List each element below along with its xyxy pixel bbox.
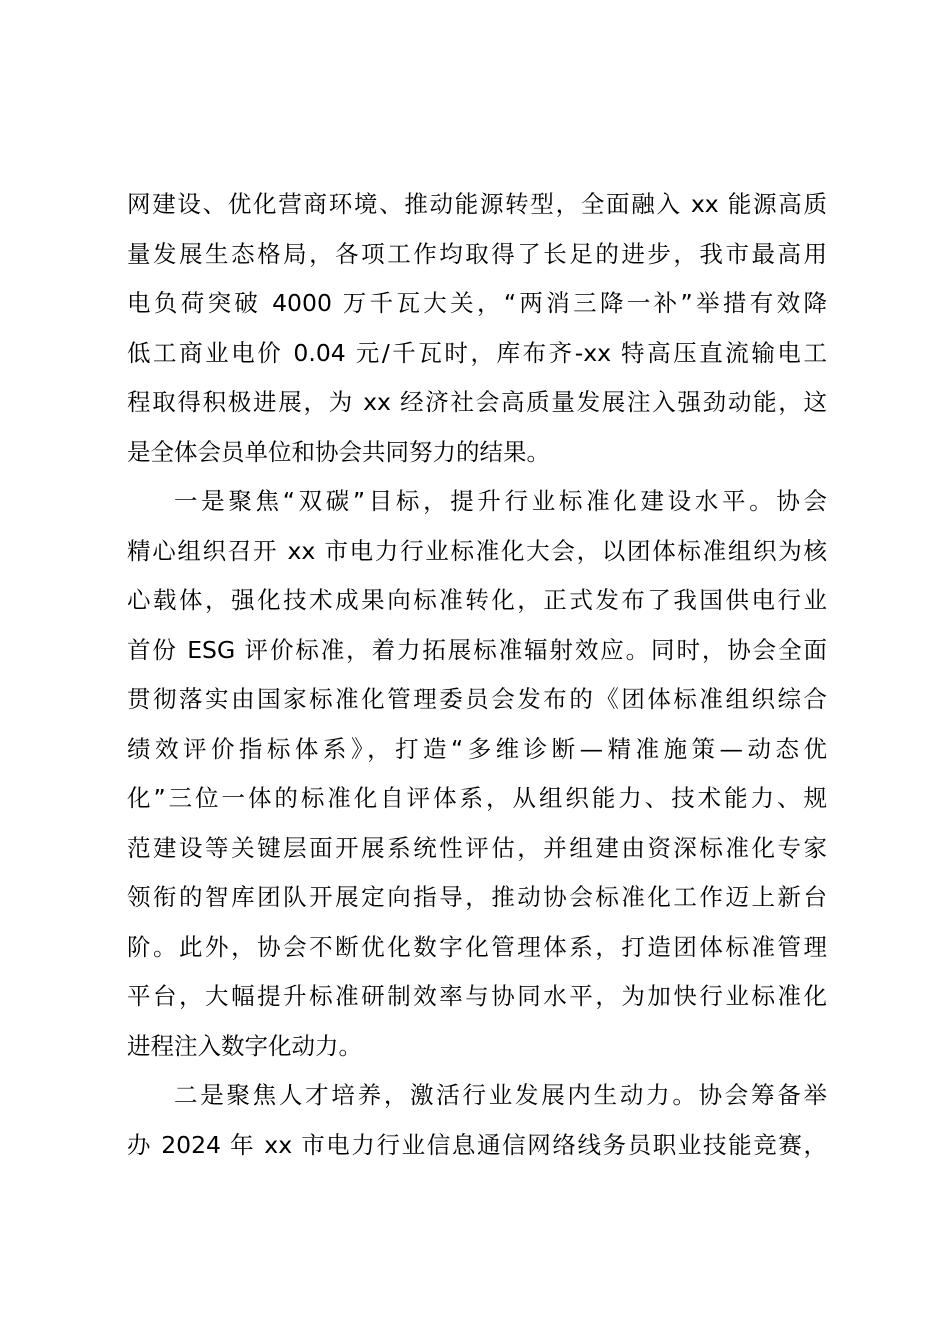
paragraph-talent — [127, 1071, 827, 1170]
text-line: 量发展生态格局，各项工作均取得了长足的进步，我市最高用 — [127, 239, 827, 268]
text-line: 办 2024 年 xx 市电力行业信息通信网络线务员职业技能竞赛， — [127, 1130, 827, 1159]
text-line: 进程注入数字化动力。 — [127, 1031, 362, 1060]
text-line: 贯彻落实由国家标准化管理委员会发布的《团体标准组织综合 — [127, 685, 827, 713]
paragraph-standardization — [127, 477, 827, 1071]
text-line: 化”三位一体的标准化自评体系，从组织能力、技术能力、规 — [127, 784, 827, 812]
text-line: 阶。此外，协会不断优化数字化管理体系，打造团体标准管理 — [127, 932, 827, 961]
paragraph-summary — [127, 180, 827, 477]
text-line: 平台，大幅提升标准研制效率与协同水平，为加快行业标准化 — [127, 982, 827, 1010]
text-line: 领衔的智库团队开展定向指导，推动协会标准化工作迈上新台 — [127, 883, 827, 911]
text-line: 精心组织召开 xx 市电力行业标准化大会，以团体标准组织为核 — [127, 536, 827, 565]
text-line: 二是聚焦人才培养，激活行业发展内生动力。协会筹备举 — [174, 1081, 827, 1109]
text-line: 心载体，强化技术成果向标准转化，正式发布了我国供电行业 — [127, 586, 827, 614]
text-line: 程取得积极进展，为 xx 经济社会高质量发展注入强劲动能，这 — [127, 388, 827, 416]
text-line: 一是聚焦“双碳”目标，提升行业标准化建设水平。协会 — [174, 487, 827, 515]
text-line: 范建设等关键层面开展系统性评估，并组建由资深标准化专家 — [127, 833, 827, 862]
text-line: 首份 ESG 评价标准，着力拓展标准辐射效应。同时，协会全面 — [127, 635, 827, 664]
text-line: 电负荷突破 4000 万千瓦大关，“两消三降一补”举措有效降 — [127, 289, 827, 317]
text-line: 是全体会员单位和协会共同努力的结果。 — [127, 437, 550, 466]
text-line: 绩效评价指标体系》，打造“多维诊断—精准施策—动态优 — [127, 734, 827, 763]
document-body — [127, 180, 827, 1170]
text-line: 低工商业电价 0.04 元/千瓦时，库布齐-xx 特高压直流输电工 — [127, 338, 827, 367]
text-line: 网建设、优化营商环境、推动能源转型，全面融入 xx 能源高质 — [127, 190, 827, 218]
